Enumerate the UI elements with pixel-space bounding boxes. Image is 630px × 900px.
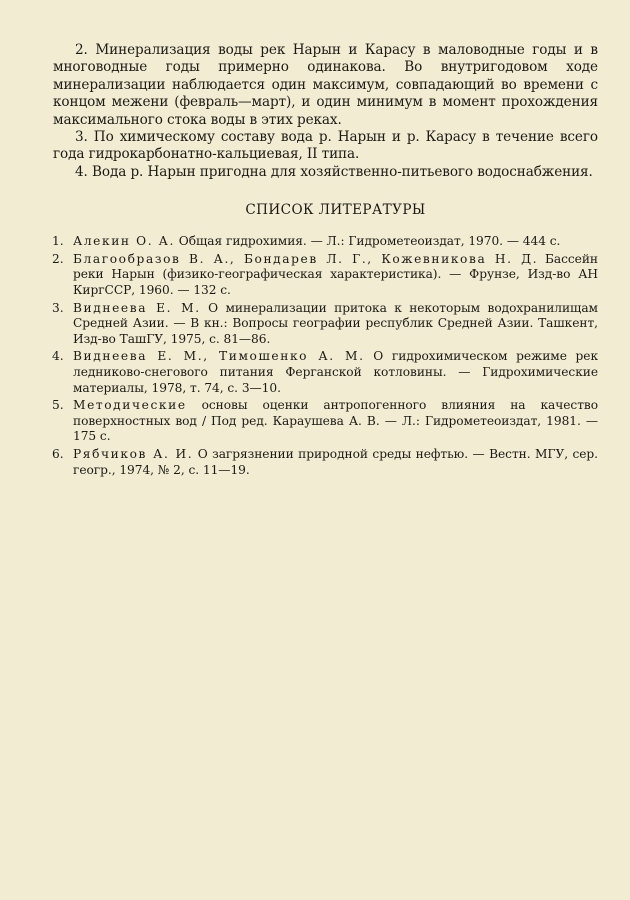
- reference-author: Виднеева Е. М., Тимошенко А. М.: [73, 349, 365, 364]
- reference-text: О загрязнении природной среды нефтью. — Вестн. МГУ, сер. геогр., 1974, № 2, с. 11—19.: [73, 446, 598, 477]
- reference-number: 2.: [52, 251, 64, 266]
- references-list: [53, 234, 598, 478]
- reference-text: Общая гидрохимия. — Л.: Гидрометеоиздат, 1970. — 444 с.: [174, 234, 561, 249]
- reference-number: 1.: [52, 234, 64, 249]
- reference-item: [53, 398, 598, 445]
- references-heading: СПИСОК ЛИТЕРАТУРЫ: [245, 202, 426, 219]
- conclusion-paragraph-3: 3. По химическому составу вода р. Нарын и р. Карасу в течение всего года гидрокарбонатно-кальциевая, II типа.: [53, 129, 598, 163]
- reference-number: 5.: [52, 398, 64, 413]
- reference-number: 3.: [52, 300, 64, 315]
- reference-text: О минерализации притока к некоторым водохранилищам Средней Азии. — В кн.: Вопросы географии республик Средней Азии. Ташкент, Изд-во ТашГУ, 1975, с. 81—86.: [73, 300, 598, 346]
- reference-item: [53, 301, 598, 348]
- reference-number: 4.: [52, 349, 64, 364]
- reference-item: [53, 349, 598, 396]
- reference-author: Рябчиков А. И.: [73, 446, 194, 461]
- reference-number: 6.: [52, 446, 64, 461]
- reference-item: [53, 447, 598, 478]
- reference-author: Методические: [73, 398, 187, 413]
- reference-author: Виднеева Е. М.: [73, 300, 201, 315]
- conclusion-paragraph-2: 2. Минерализация воды рек Нарын и Карасу в маловодные годы и в многоводные годы примерно одинакова. Во внутригодовом ходе минерализации наблюдается один максимум, совпадающий во времени с концом межени (февраль—март), и один минимум в момент прохождения максимального стока воды в этих реках.: [53, 42, 598, 128]
- conclusion-paragraph-4: 4. Вода р. Нарын пригодна для хозяйственно-питьевого водоснабжения.: [75, 163, 593, 180]
- reference-text: основы оценки антропогенного влияния на качество поверхностных вод / Под ред. Караушева А. В. — Л.: Гидрометеоиздат, 1981. — 175 с.: [73, 398, 598, 444]
- reference-text: О гидрохимическом режиме рек ледниково-снегового питания Ферганской котловины. — Гидрохимические материалы, 1978, т. 74, с. 3—10.: [73, 349, 599, 395]
- reference-author: Алекин О. А.: [73, 234, 175, 249]
- reference-author: Благообразов В. А., Бондарев Л. Г., Кожевникова Н. Д.: [73, 251, 539, 266]
- reference-item: [53, 252, 598, 299]
- reference-item: [53, 234, 598, 250]
- reference-text: Бассейн реки Нарын (физико-географическая характеристика). — Фрунзе, Изд-во АН КиргССР, 1960. — 132 с.: [73, 251, 598, 298]
